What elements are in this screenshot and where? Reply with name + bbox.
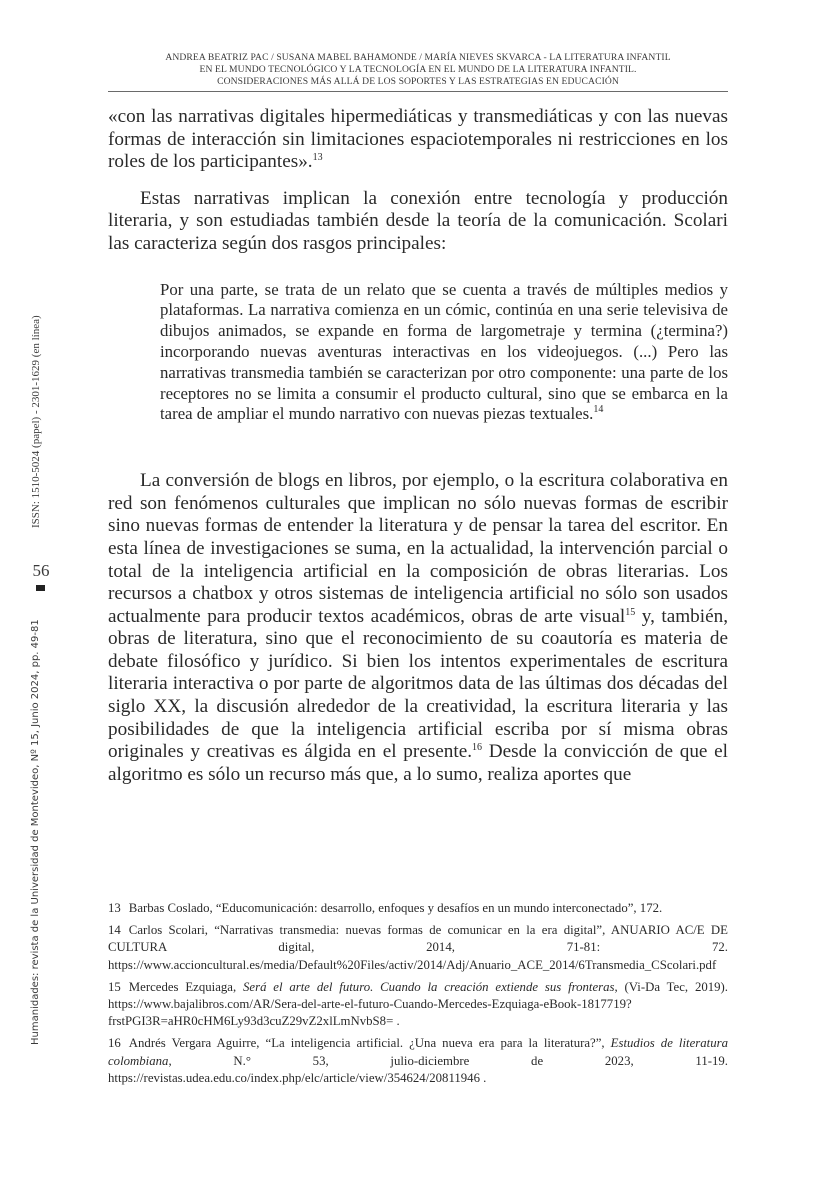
footnote-text: Andrés Vergara Aguirre, “La inteligencia artificial. ¿Una nueva era para la literatura?”,: [128, 1036, 611, 1051]
sidebar-issn: ISSN: 1510-5024 (papel) - 2301-1629 (en línea): [30, 315, 42, 528]
footnote-ref-15[interactable]: 15: [625, 606, 636, 618]
footnote-number: 14: [108, 923, 121, 938]
footnote-16: [108, 1035, 728, 1087]
footnote-ref-16[interactable]: 16: [472, 742, 483, 754]
footnote-15: [108, 979, 728, 1031]
footnote-text: Carlos Scolari, “Narrativas transmedia: nuevas formas de comunicar en la era digital”, ANUARIO AC/E DE CULTURA digital, 2014, 71-81: 72. https://www.accioncultural.es/media/Default%20Files/activ/2014/Adj/Anuario_ACE_2014/6Transmedia_CScolari.pdf: [108, 923, 728, 972]
paragraph-text: y, también, obras de literatura, sino que el reconocimiento de su coautoría es materia de debate filosófico y jurídico. Si bien los intentos experimentales de escritura literaria interactiva o por parte de algoritmos data de las últimas dos décadas del siglo XX, la discusión alrededor de la creatividad, la escritura literaria y las posibilidades de que la inteligencia artificial escriba por sí misma obras originales y creativas es álgida en el presente.: [108, 605, 728, 763]
header-line-2: EN EL MUNDO TECNOLÓGICO Y LA TECNOLOGÍA EN EL MUNDO DE LA LITERATURA INFANTIL.: [199, 64, 637, 75]
footnote-text: Barbas Coslado, “Educomunicación: desarrollo, enfoques y desafíos en un mundo interconectado”, 172.: [128, 901, 663, 915]
footnote-ref-14[interactable]: 14: [593, 404, 604, 416]
paragraph-text: «con las narrativas digitales hipermediáticas y transmediáticas y con las nuevas formas de interacción sin limitaciones espaciotemporales ni restricciones en los roles de los participantes».: [108, 106, 728, 173]
paragraph-1: [108, 106, 728, 174]
paragraph-text: Desde la convicción de que el algoritmo es sólo un recurso más que, a lo sumo, realiza aportes que: [108, 741, 728, 785]
paragraph-3: [108, 470, 728, 786]
body-text: [108, 106, 728, 786]
footnote-13: [108, 900, 728, 917]
footnote-number: 16: [108, 1036, 121, 1051]
footnote-text: Mercedes Ezquiaga,: [128, 979, 244, 994]
running-header: [108, 52, 728, 88]
footnote-title: Será el arte del futuro. Cuando la creación extiende sus fronteras: [243, 979, 615, 994]
footnote-14: [108, 922, 728, 974]
footnote-text: , N.° 53, julio-diciembre de 2023, 11-19. https://revistas.udea.edu.co/index.php/elc/article/view/354624/20811946 .: [108, 1053, 728, 1085]
footnote-title: Estudios de literatura colombiana: [108, 1036, 728, 1068]
footnote-text: , (Vi-Da Tec, 2019). https://www.bajalibros.com/AR/Sera-del-arte-el-futuro-Cuando-Mercedes-Ezquiaga-eBook-1817719?frstPGI3R=aHR0cHM6Ly93d3cuZ29vZ2xlLmNvbS8= .: [108, 979, 728, 1029]
page-marker-bar: [36, 585, 45, 591]
block-quote: [160, 280, 728, 426]
footnote-number: 13: [108, 901, 121, 915]
footnote-number: 15: [108, 979, 121, 994]
sidebar-journal-citation: Humanidades: revista de la Universidad de Montevideo, Nº 15, Junio 2024, pp. 49-81: [30, 619, 41, 1045]
page-number: 56: [32, 561, 50, 580]
header-line-1: ANDREA BEATRIZ PAC / SUSANA MABEL BAHAMONDE / MARÍA NIEVES SKVARCA - LA LITERATURA INFANTIL: [165, 52, 671, 63]
footnote-ref-13[interactable]: 13: [312, 152, 323, 164]
paragraph-2: Estas narrativas implican la conexión entre tecnología y producción literaria, y son estudiadas también desde la teoría de la comunicación. Scolari las caracteriza según dos rasgos principales:: [108, 187, 728, 254]
paragraph-text: La conversión de blogs en libros, por ejemplo, o la escritura colaborativa en red son fenómenos culturales que implican no sólo nuevas formas de escribir sino nuevas formas de entender la literatura y de pensar la tarea del escritor. En esta línea de investigaciones se suma, en la actualidad, la intervención parcial o total de la inteligencia artificial en la composición de obras literarias. Los recursos a chatbox y otros sistemas de inteligencia artificial no sólo son usados actualmente para producir textos académicos, obras de arte visual: [108, 470, 728, 627]
quote-text: Por una parte, se trata de un relato que se cuenta a través de múltiples medios y plataformas. La narrativa comienza en un cómic, continúa en una serie televisiva de dibujos animados, se expande en forma de largometraje y termina (¿termina?) incorporando nuevas aventuras interactivas en los videojuegos. (...) Pero las narrativas transmedia también se caracterizan por otro componente: una parte de los receptores no se limita a consumir el producto cultural, sino que se embarca en la tarea de ampliar el mundo narrativo con nuevas piezas textuales.: [160, 279, 728, 424]
header-divider: [108, 91, 728, 92]
header-line-3: CONSIDERACIONES MÁS ALLÁ DE LOS SOPORTES Y LAS ESTRATEGIAS EN EDUCACIÓN: [217, 76, 619, 87]
footnotes: [108, 900, 728, 1092]
